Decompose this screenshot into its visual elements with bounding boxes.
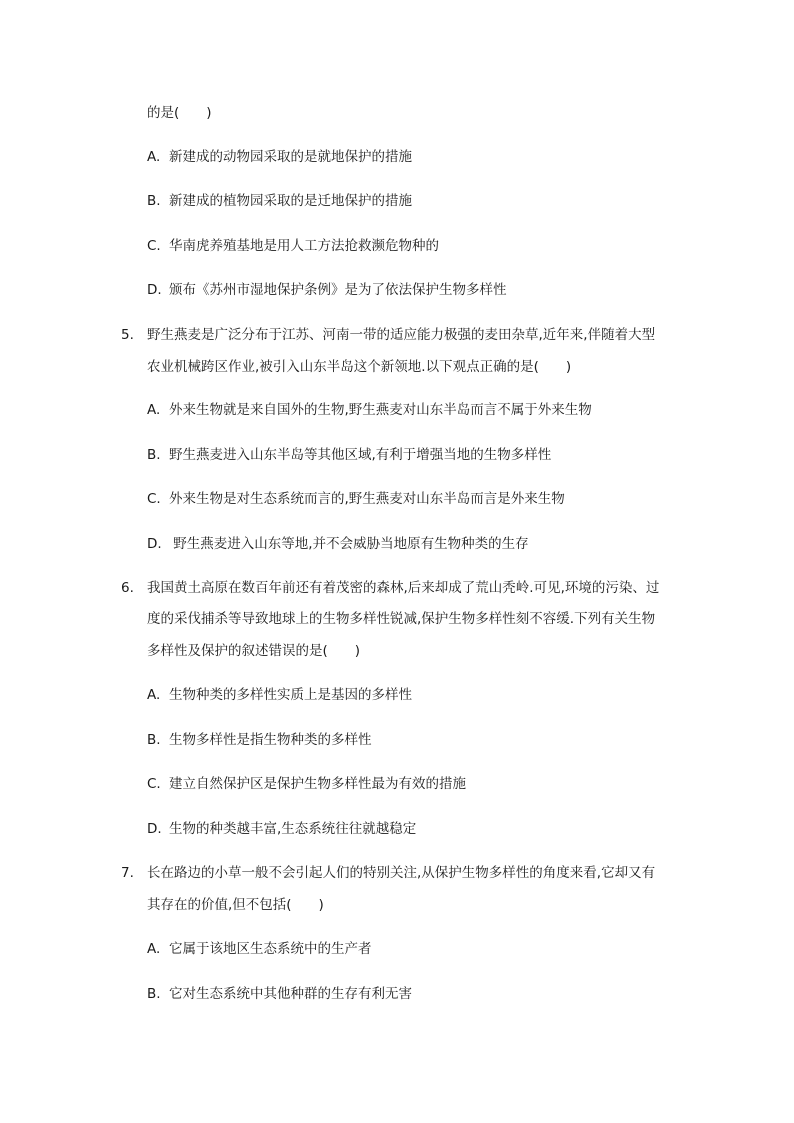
option-text: 生物的种类越丰富,生态系统往往就越稳定: [169, 821, 417, 837]
question-7-stem-line-1: 长在路边的小草一般不会引起人们的特别关注,从保护生物多样性的角度来看,它却又有: [147, 865, 656, 881]
question-7-stem-line-2: 其存在的价值,但不包括( ): [147, 897, 324, 913]
option-letter: B.: [147, 193, 161, 209]
option-letter: B.: [147, 732, 161, 748]
option-text: 生物多样性是指生物种类的多样性: [169, 732, 372, 748]
question-6-number: 6.: [121, 580, 134, 596]
question-6-option-d: [147, 819, 416, 839]
option-letter: D.: [147, 536, 162, 552]
option-text: 生物种类的多样性实质上是基因的多样性: [169, 687, 412, 703]
option-text: 它属于该地区生态系统中的生产者: [169, 941, 372, 957]
option-text: 外来生物就是来自国外的生物,野生燕麦对山东半岛而言不属于外来生物: [169, 402, 592, 418]
question-5-stem-line-2: 农业机械跨区作业,被引入山东半岛这个新领地.以下观点正确的是( ): [147, 359, 572, 375]
question-5-number: 5.: [121, 327, 134, 343]
question-6-stem-line-2: 度的采伐捕杀等导致地球上的生物多样性锐减,保护生物多样性刻不容缓.下列有关生物: [147, 611, 656, 627]
option-letter: A.: [147, 941, 161, 957]
question-6-option-b: [147, 730, 372, 750]
option-letter: B.: [147, 986, 161, 1002]
option-text: 外来生物是对生态系统而言的,野生燕麦对山东半岛而言是外来生物: [169, 491, 565, 507]
question-4-option-c: [147, 236, 439, 256]
question-5-option-c: [147, 489, 565, 509]
option-text: 华南虎养殖基地是用人工方法抢救濒危物种的: [169, 238, 439, 254]
question-7-option-b: [147, 984, 412, 1004]
option-text: 建立自然保护区是保护生物多样性最为有效的措施: [169, 776, 466, 792]
question-6-stem-line-1: 我国黄土高原在数百年前还有着茂密的森林,后来却成了荒山秃岭.可见,环境的污染、过: [147, 580, 660, 596]
question-4-option-a: [147, 147, 412, 167]
option-text: 野生燕麦进入山东等地,并不会威胁当地原有生物种类的生存: [169, 536, 529, 552]
question-6-option-a: [147, 685, 412, 705]
option-letter: C.: [147, 238, 161, 254]
option-text: 颁布《苏州市湿地保护条例》是为了依法保护生物多样性: [169, 282, 507, 298]
question-5-option-d: [147, 534, 529, 554]
option-letter: D.: [147, 821, 162, 837]
option-text: 它对生态系统中其他种群的生存有利无害: [169, 986, 412, 1002]
option-text: 新建成的植物园采取的是迁地保护的措施: [169, 193, 412, 209]
option-letter: C.: [147, 491, 161, 507]
question-7-number: 7.: [121, 865, 134, 881]
question-4-option-b: [147, 191, 412, 211]
option-letter: A.: [147, 402, 161, 418]
option-letter: D.: [147, 282, 162, 298]
option-letter: A.: [147, 687, 161, 703]
question-6-stem-line-3: 多样性及保护的叙述错误的是( ): [147, 643, 361, 659]
question-5-option-a: [147, 400, 592, 420]
option-letter: B.: [147, 447, 161, 463]
option-text: 野生燕麦进入山东半岛等其他区域,有利于增强当地的生物多样性: [169, 447, 552, 463]
option-text: 新建成的动物园采取的是就地保护的措施: [169, 149, 412, 165]
option-letter: A.: [147, 149, 161, 165]
question-6-option-c: [147, 774, 466, 794]
question-4-stem-tail: 的是( ): [147, 105, 212, 121]
question-4-option-d: [147, 280, 507, 300]
option-letter: C.: [147, 776, 161, 792]
question-7-option-a: [147, 939, 372, 959]
question-5-option-b: [147, 445, 551, 465]
question-5-stem-line-1: 野生燕麦是广泛分布于江苏、河南一带的适应能力极强的麦田杂草,近年来,伴随着大型: [147, 327, 656, 343]
